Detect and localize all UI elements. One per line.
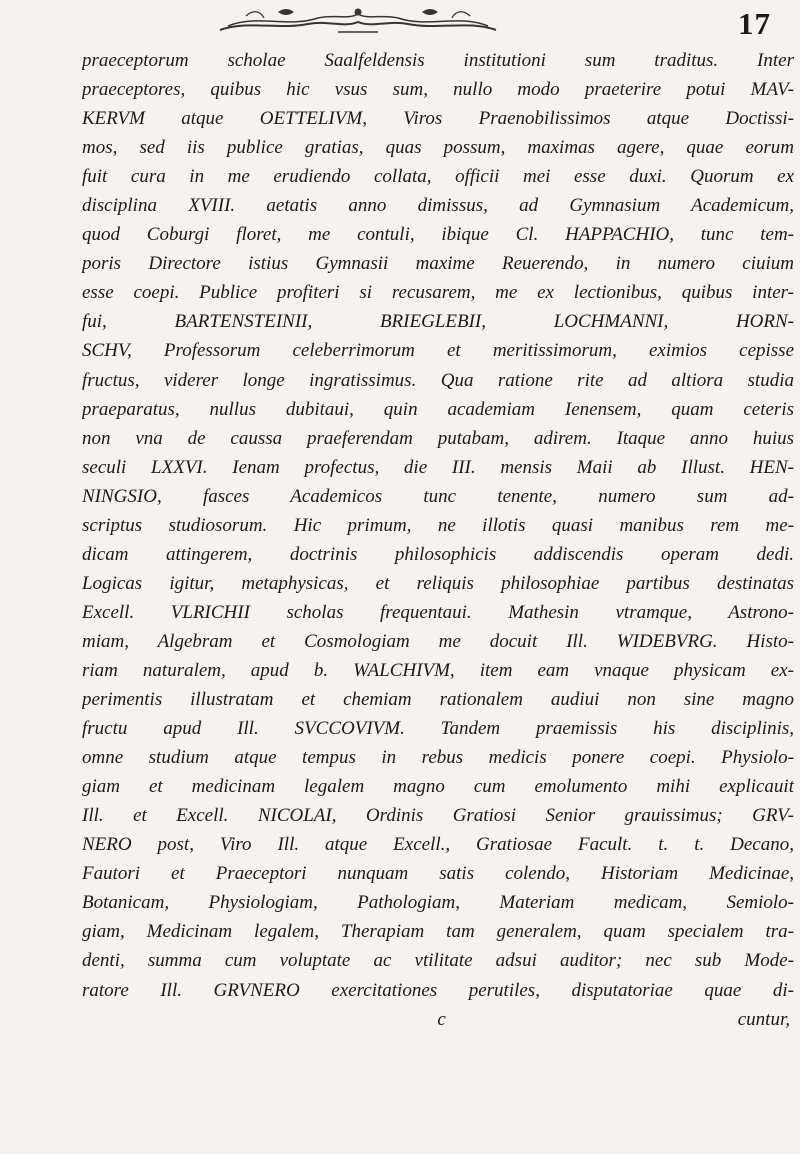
signature-mark: c bbox=[437, 1008, 446, 1030]
text-line: praeceptores, quibus hic vsus sum, nullo modo praeterire potui MAV- bbox=[82, 79, 794, 101]
text-line: Ill. et Excell. NICOLAI, Ordinis Gratiosi Senior grauissimus; GRV- bbox=[82, 805, 794, 827]
text-line: esse coepi. Publice profiteri si recusarem, me ex lectionibus, quibus inter- bbox=[82, 282, 794, 304]
text-line: non vna de caussa praeferendam putabam, adirem. Itaque anno huius bbox=[82, 427, 794, 449]
text-line: KERVM atque OETTELIVM, Viros Praenobilissimos atque Doctissi- bbox=[82, 108, 794, 130]
headpiece-ornament bbox=[218, 6, 498, 34]
text-line: Logicas igitur, metaphysicas, et reliquis philosophiae partibus destinatas bbox=[82, 572, 794, 594]
text-line: mos, sed iis publice gratias, quas possum, maximas agere, quae eorum bbox=[82, 137, 794, 159]
text-line: miam, Algebram et Cosmologiam me docuit Ill. WIDEBVRG. Histo- bbox=[82, 630, 794, 652]
body-text bbox=[82, 46, 794, 1034]
page-number: 17 bbox=[738, 6, 771, 41]
text-line: seculi LXXVI. Ienam profectus, die III. mensis Maii ab Illust. HEN- bbox=[82, 456, 794, 478]
text-line: fuit cura in me erudiendo collata, officii mei esse duxi. Quorum ex bbox=[82, 166, 794, 188]
catchword: cuntur, bbox=[737, 1008, 790, 1030]
text-line: NERO post, Viro Ill. atque Excell., Gratiosae Facult. t. t. Decano, bbox=[82, 834, 794, 856]
text-line: fructu apud Ill. SVCCOVIVM. Tandem praemissis his disciplinis, bbox=[82, 718, 794, 740]
text-line: Botanicam, Physiologiam, Pathologiam, Materiam medicam, Semiolo- bbox=[82, 892, 794, 914]
text-line: omne studium atque tempus in rebus medicis ponere coepi. Physiolo- bbox=[82, 747, 794, 769]
text-line: Fautori et Praeceptori nunquam satis colendo, Historiam Medicinae, bbox=[82, 863, 794, 885]
text-line: giam et medicinam legalem magno cum emolumento mihi explicauit bbox=[82, 776, 794, 798]
text-line: quod Coburgi floret, me contuli, ibique Cl. HAPPACHIO, tunc tem- bbox=[82, 224, 794, 246]
text-line: giam, Medicinam legalem, Therapiam tam generalem, quam specialem tra- bbox=[82, 921, 794, 943]
catchword-line bbox=[82, 1005, 794, 1034]
text-line: NINGSIO, fasces Academicos tunc tenente, numero sum ad- bbox=[82, 485, 794, 507]
text-line: fui, BARTENSTEINII, BRIEGLEBII, LOCHMANNI, HORN- bbox=[82, 311, 794, 333]
text-line: fructus, viderer longe ingratissimus. Qua ratione rite ad altiora studia bbox=[82, 369, 794, 391]
text-line: ratore Ill. GRVNERO exercitationes perutiles, disputatoriae quae di- bbox=[82, 979, 794, 1001]
text-line: scriptus studiosorum. Hic primum, ne illotis quasi manibus rem me- bbox=[82, 514, 794, 536]
text-line: disciplina XVIII. aetatis anno dimissus, ad Gymnasium Academicum, bbox=[82, 195, 794, 217]
text-line: dicam attingerem, doctrinis philosophicis addiscendis operam dedi. bbox=[82, 543, 794, 565]
text-line: perimentis illustratam et chemiam rationalem audiui non sine magno bbox=[82, 689, 794, 711]
text-line: riam naturalem, apud b. WALCHIVM, item eam vnaque physicam ex- bbox=[82, 659, 794, 681]
text-line: SCHV, Professorum celeberrimorum et meritissimorum, eximios cepisse bbox=[82, 340, 794, 362]
text-line: praeceptorum scholae Saalfeldensis institutioni sum traditus. Inter bbox=[82, 50, 794, 71]
text-line: Excell. VLRICHII scholas frequentaui. Mathesin vtramque, Astrono- bbox=[82, 601, 794, 623]
text-line: poris Directore istius Gymnasii maxime Reuerendo, in numero ciuium bbox=[82, 253, 794, 275]
text-line: praeparatus, nullus dubitaui, quin academiam Ienensem, quam ceteris bbox=[82, 398, 794, 420]
text-line: denti, summa cum voluptate ac vtilitate adsui auditor; nec sub Mode- bbox=[82, 950, 794, 972]
